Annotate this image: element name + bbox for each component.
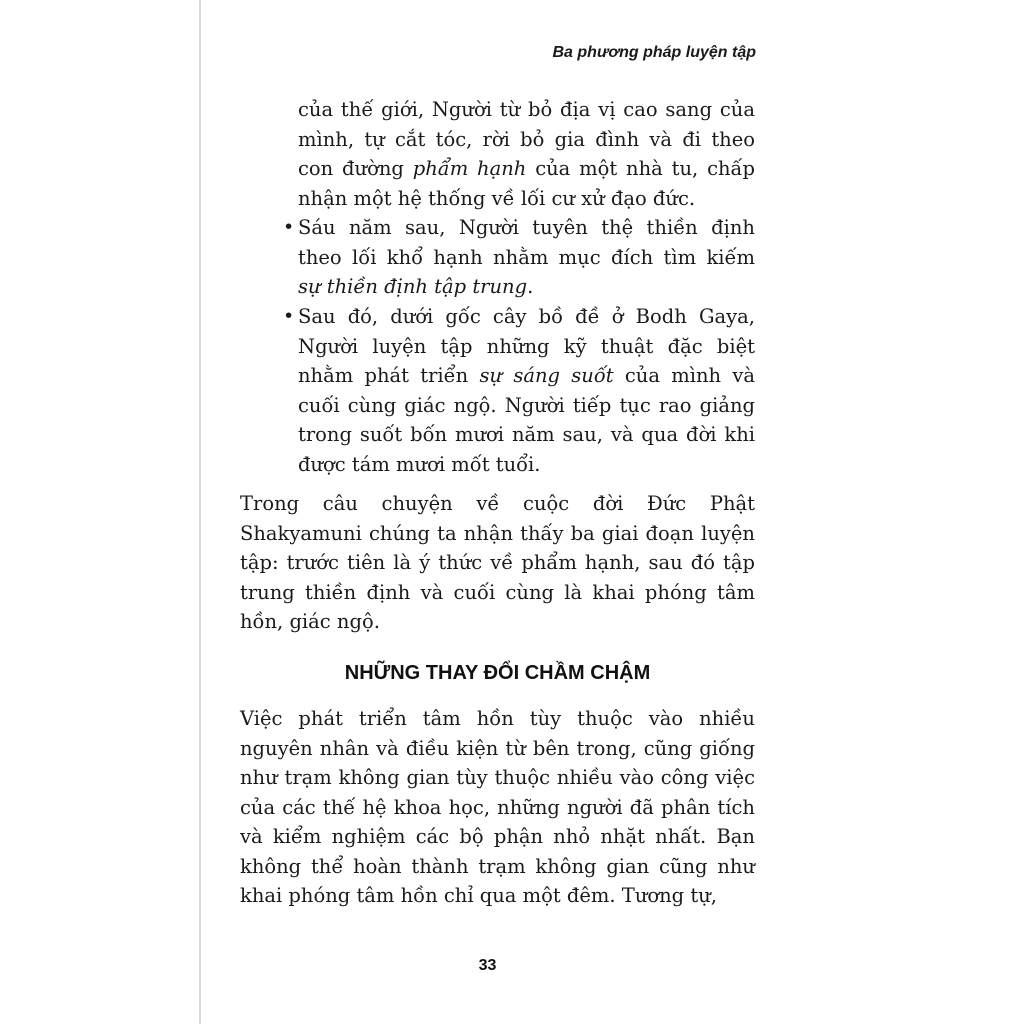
line-content	[298, 157, 755, 180]
text-line	[240, 519, 755, 549]
text-segment: theo lối khổ hạnh nhằm mục đích tìm kiếm	[298, 245, 755, 269]
italic-term: sự sáng suốt	[479, 364, 614, 387]
text-segment: Trong câu chuyện về cuộc đời Đức Phật	[240, 492, 755, 515]
bullet-item	[283, 302, 755, 479]
text-segment: của thế giới, Người từ bỏ địa vị cao sang của	[298, 98, 755, 121]
text-line	[298, 361, 755, 391]
section-heading: NHỮNG THAY ĐỔI CHẦM CHẬM	[344, 662, 651, 684]
line-content	[240, 551, 755, 574]
line-content	[298, 305, 755, 328]
text-segment: mình, tự cắt tóc, rời bỏ gia đình và đi theo	[298, 127, 755, 151]
text-segment: Shakyamuni chúng ta nhận thấy ba giai đoạn luyện	[240, 521, 755, 545]
italic-term: phẩm hạnh	[412, 157, 527, 180]
line-content	[240, 825, 755, 848]
text-line	[298, 95, 755, 125]
line-content	[240, 581, 755, 604]
text-segment: khai phóng tâm hồn chỉ qua một đêm. Tương tự,	[240, 884, 717, 907]
text-line	[240, 548, 755, 578]
body-paragraph	[240, 489, 755, 637]
text-segment: của một nhà tu, chấp	[526, 157, 755, 180]
text-line	[240, 852, 755, 882]
text-segment: như trạm không gian tùy thuộc nhiều vào công việc	[240, 766, 755, 789]
text-segment: tập: trước tiên là ý thức về phẩm hạnh, sau đó tập	[240, 551, 755, 574]
text-segment: Sau đó, dưới gốc cây bồ đề ở Bodh Gaya,	[298, 305, 755, 328]
line-content	[298, 335, 755, 358]
text-line	[298, 213, 755, 243]
line-content	[298, 246, 755, 269]
running-head: Ba phương pháp luyện tập	[552, 44, 756, 61]
text-line	[240, 607, 755, 637]
italic-term: sự thiền định tập trung	[298, 275, 528, 298]
text-segment: nguyên nhân và điều kiện từ bên trong, cũng giống	[240, 736, 755, 760]
text-line	[298, 391, 755, 421]
scan-page-edge	[199, 0, 201, 1024]
text-line	[298, 243, 755, 273]
line-content	[298, 394, 755, 417]
line-content	[240, 766, 755, 789]
text-segment: hồn, giác ngộ.	[240, 610, 380, 633]
line-content	[240, 707, 755, 730]
text-segment: .	[527, 275, 534, 298]
text-line	[298, 125, 755, 155]
line-content	[298, 98, 755, 121]
line-content	[240, 796, 755, 819]
text-segment: của mình và	[613, 364, 755, 387]
text-line	[298, 420, 755, 450]
line-content	[240, 492, 755, 515]
text-segment: con đường	[298, 157, 413, 180]
line-content	[298, 423, 755, 446]
bullet-marker: •	[283, 216, 295, 238]
line-content	[240, 855, 755, 878]
body-paragraph	[240, 704, 755, 911]
text-segment: Sáu năm sau, Người tuyên thệ thiền định	[298, 216, 755, 239]
text-segment: Người luyện tập những kỹ thuật đặc biệt	[298, 334, 755, 358]
text-segment: nhận một hệ thống về lối cư xử đạo đức.	[298, 186, 696, 210]
bullet-marker: •	[283, 305, 295, 327]
text-line	[240, 763, 755, 793]
text-line	[298, 450, 755, 480]
line-content	[240, 522, 755, 545]
text-line	[240, 489, 755, 519]
text-segment: cuối cùng giác ngộ. Người tiếp tục rao giảng	[298, 393, 755, 417]
text-line	[240, 578, 755, 608]
text-segment: nhằm phát triển	[298, 364, 480, 387]
text-line	[298, 332, 755, 362]
text-line	[240, 822, 755, 852]
text-line	[240, 881, 755, 911]
text-line	[240, 704, 755, 734]
text-line	[298, 302, 755, 332]
text-segment: không thể hoàn thành trạm không gian cũng như	[240, 854, 755, 878]
line-content	[298, 216, 755, 239]
text-segment: Việc phát triển tâm hồn tùy thuộc vào nhiều	[240, 707, 755, 730]
text-line	[240, 734, 755, 764]
line-content	[298, 364, 755, 387]
text-line	[298, 184, 755, 214]
text-line	[298, 272, 755, 302]
text-segment: của các thế hệ khoa học, những người đã phân tích	[240, 795, 755, 819]
line-content	[240, 737, 755, 760]
text-segment: trung thiền định và cuối cùng là khai phóng tâm	[240, 580, 755, 604]
text-segment: được tám mươi mốt tuổi.	[298, 452, 541, 476]
line-content	[298, 128, 755, 151]
text-segment: và kiểm nghiệm các bộ phận nhỏ nhặt nhất. Bạn	[240, 825, 755, 848]
text-segment: trong suốt bốn mươi năm sau, và qua đời khi	[298, 423, 755, 446]
bullet-item	[283, 213, 755, 302]
continued-paragraph	[298, 95, 755, 213]
text-line	[240, 793, 755, 823]
page-number: 33	[478, 957, 497, 974]
text-line	[298, 154, 755, 184]
